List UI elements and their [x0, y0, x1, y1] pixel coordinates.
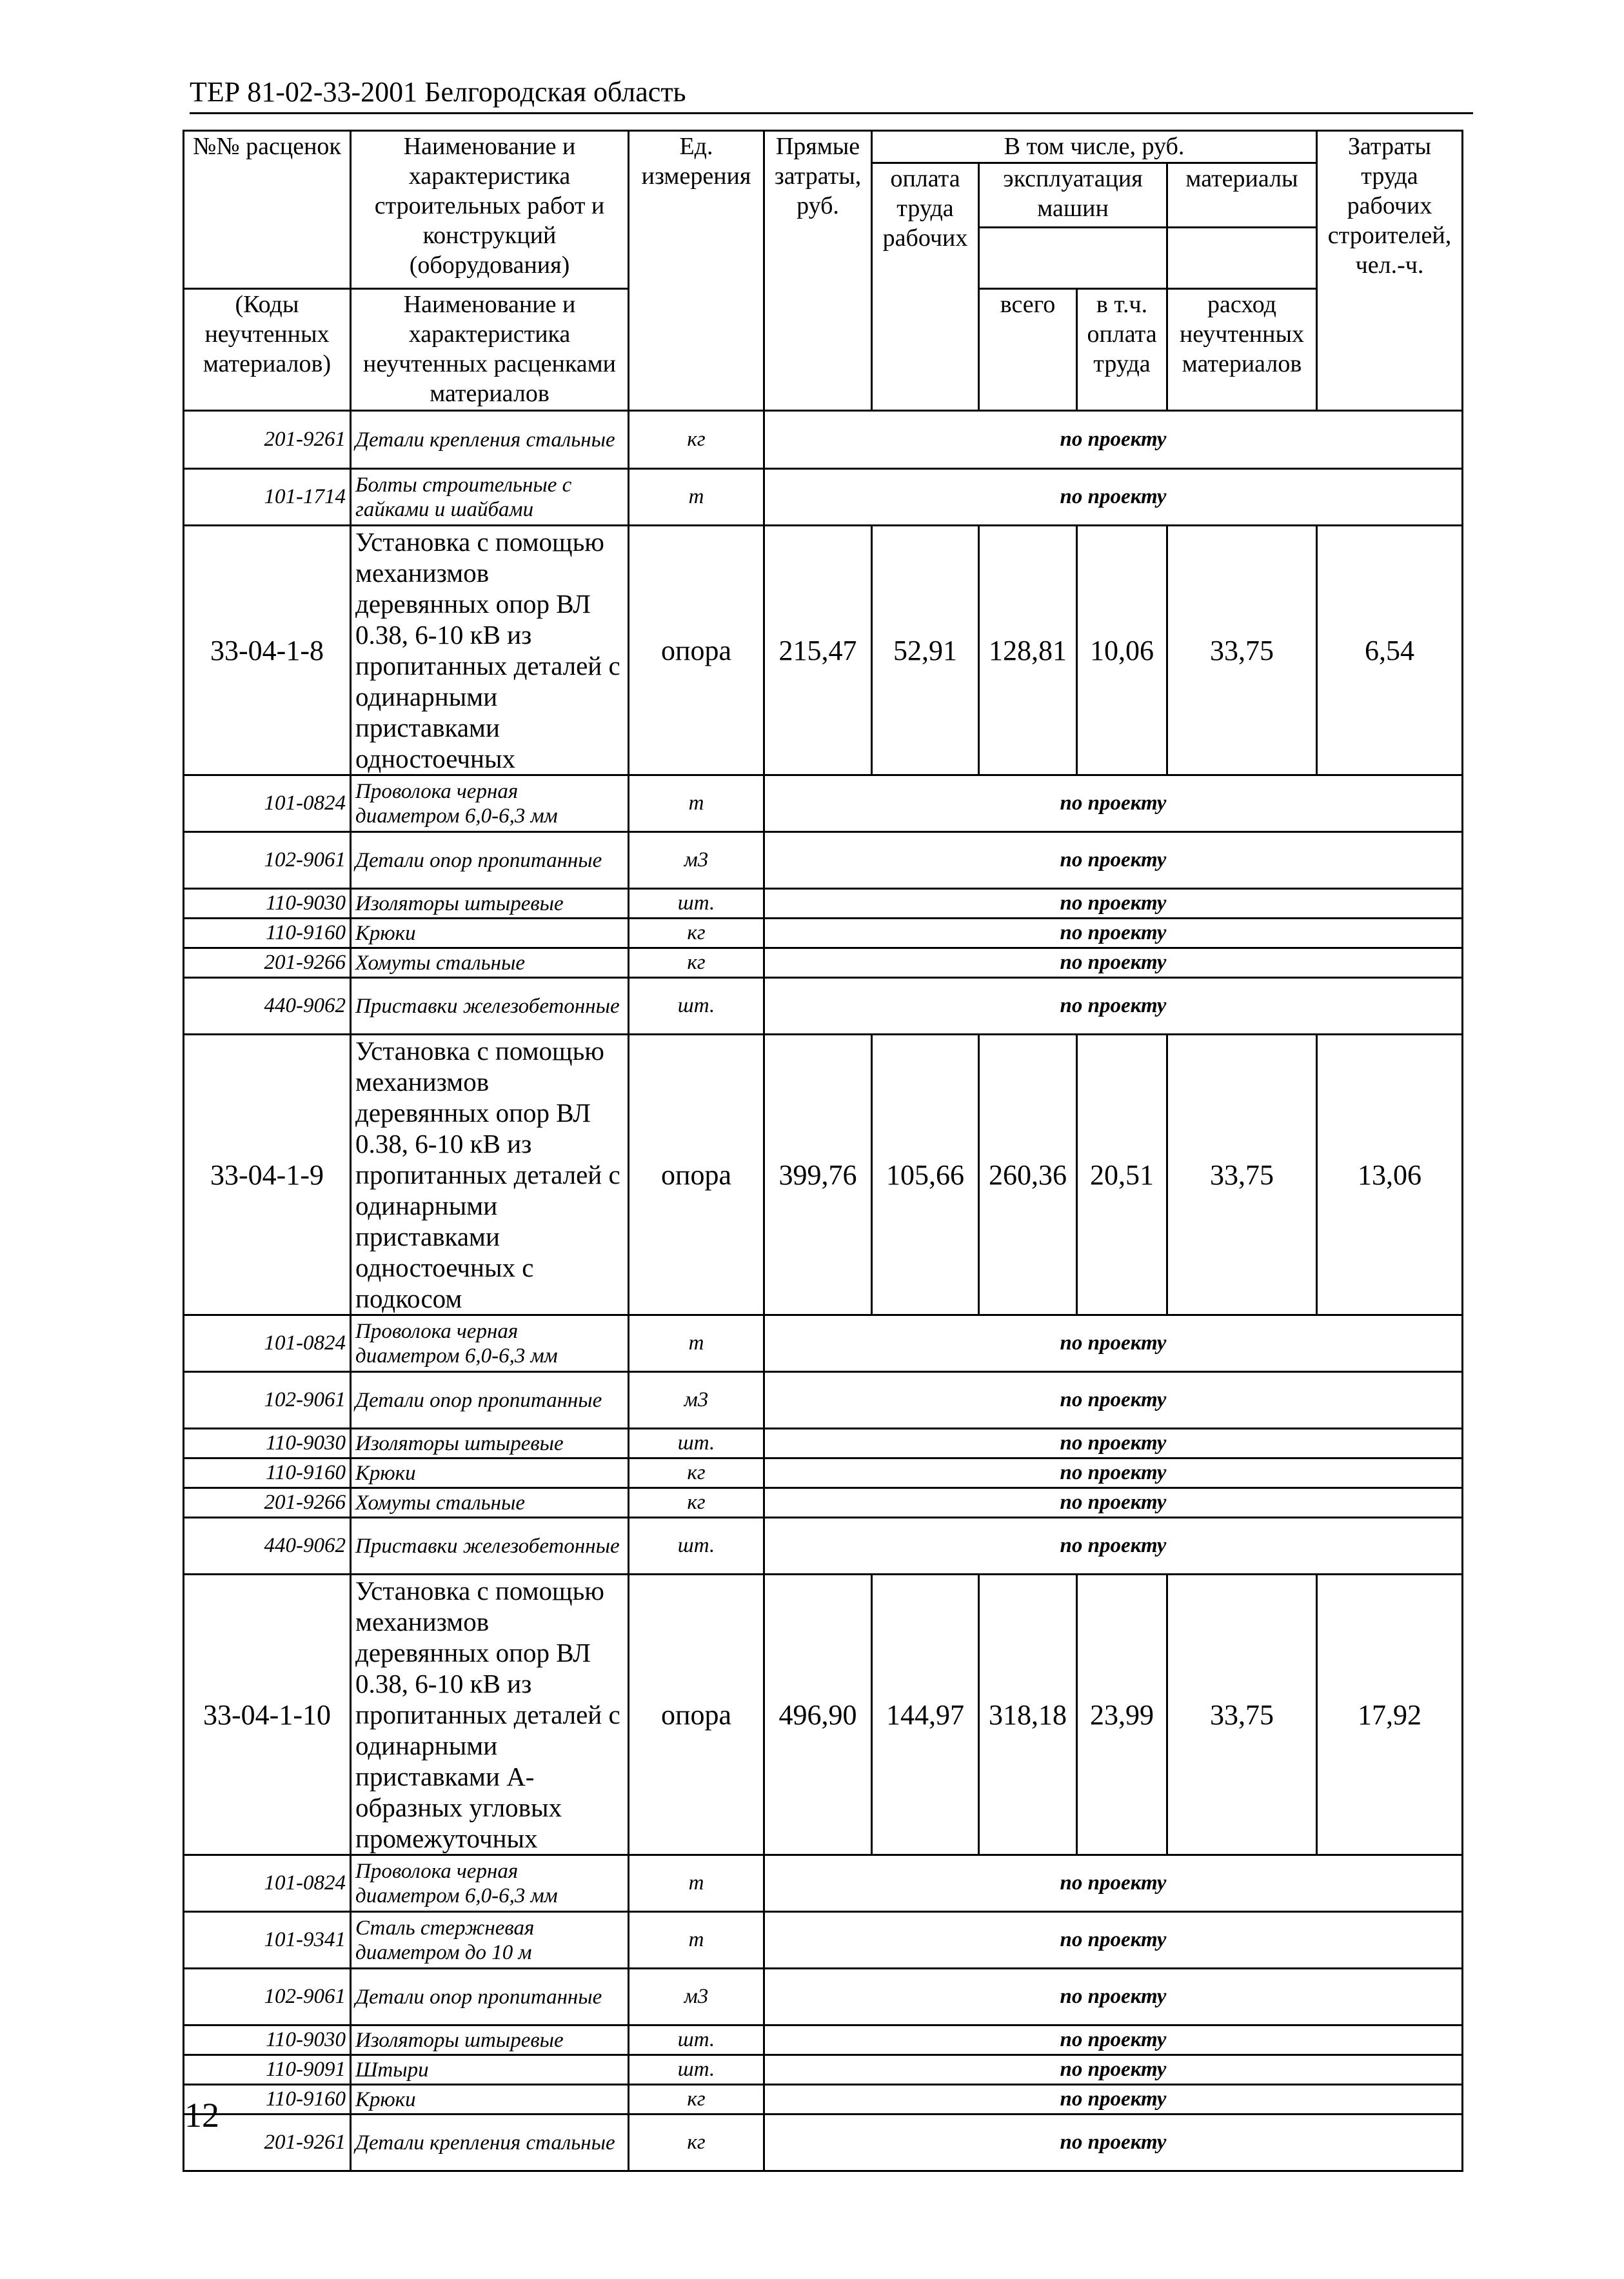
header-incl: В том числе, руб.	[872, 131, 1317, 163]
header-materials: материалы	[1167, 163, 1317, 228]
rate-row	[184, 526, 1463, 775]
material-unit: кг	[629, 2115, 764, 2171]
material-name: Хомуты стальные	[351, 1488, 629, 1518]
material-row	[184, 889, 1463, 919]
header-mat-code: (Коды неучтенных материалов)	[184, 289, 351, 411]
material-unit: кг	[629, 1458, 764, 1488]
rate-labor: 17,92	[1317, 1575, 1463, 1855]
material-unit: кг	[629, 411, 764, 469]
material-note: по проекту	[764, 1315, 1463, 1372]
material-unit: м3	[629, 1969, 764, 2025]
material-note: по проекту	[764, 2055, 1463, 2085]
material-code: 201-9261	[184, 2115, 351, 2171]
material-row	[184, 1969, 1463, 2025]
header-name: Наименование и характеристика строительных работ и конструкций (оборудования)	[351, 131, 629, 289]
material-code: 110-9030	[184, 2025, 351, 2055]
material-row	[184, 2115, 1463, 2171]
material-unit: т	[629, 1315, 764, 1372]
material-unit: т	[629, 1855, 764, 1912]
header-mat-name: Наименование и характеристика неучтенных расценками материалов	[351, 289, 629, 411]
material-unit: т	[629, 1912, 764, 1969]
rate-code: 33-04-1-9	[184, 1035, 351, 1315]
material-note: по проекту	[764, 411, 1463, 469]
material-note: по проекту	[764, 1429, 1463, 1458]
header-mach-total: всего	[979, 289, 1077, 411]
material-row	[184, 832, 1463, 889]
rate-unit: опора	[629, 1035, 764, 1315]
material-note: по проекту	[764, 1488, 1463, 1518]
material-name: Изоляторы штыревые	[351, 2025, 629, 2055]
material-name: Изоляторы штыревые	[351, 889, 629, 919]
rate-code: 33-04-1-8	[184, 526, 351, 775]
material-name: Хомуты стальные	[351, 948, 629, 978]
material-unit: т	[629, 775, 764, 832]
header-labor: Затраты труда рабочих строителей, чел.-ч.	[1317, 131, 1463, 411]
material-note: по проекту	[764, 978, 1463, 1035]
rate-wages: 105,66	[872, 1035, 979, 1315]
material-name: Сталь стержневая диаметром до 10 м	[351, 1912, 629, 1969]
rate-labor: 6,54	[1317, 526, 1463, 775]
material-name: Штыри	[351, 2055, 629, 2085]
material-row	[184, 1488, 1463, 1518]
material-row	[184, 948, 1463, 978]
rate-materials: 33,75	[1167, 526, 1317, 775]
material-note: по проекту	[764, 1855, 1463, 1912]
material-code: 110-9030	[184, 1429, 351, 1458]
material-note: по проекту	[764, 2115, 1463, 2171]
material-row	[184, 1518, 1463, 1575]
material-name: Детали крепления стальные	[351, 411, 629, 469]
rate-name: Установка с помощью механизмов деревянных опор ВЛ 0.38, 6-10 кВ из пропитанных деталей с одинарными приставками А- образных угловых промежуточных	[351, 1575, 629, 1855]
rate-materials: 33,75	[1167, 1575, 1317, 1855]
rate-direct-cost: 215,47	[764, 526, 872, 775]
material-unit: т	[629, 469, 764, 526]
header-machines: эксплуатация машин	[979, 163, 1167, 228]
material-name: Приставки железобетонные	[351, 1518, 629, 1575]
rate-materials: 33,75	[1167, 1035, 1317, 1315]
material-name: Проволока черная диаметром 6,0-6,3 мм	[351, 775, 629, 832]
material-name: Болты строительные с гайками и шайбами	[351, 469, 629, 526]
header-mach-wages: в т.ч. оплата труда	[1077, 289, 1167, 411]
material-unit: м3	[629, 1372, 764, 1429]
rate-direct-cost: 399,76	[764, 1035, 872, 1315]
rate-name: Установка с помощью механизмов деревянных опор ВЛ 0.38, 6-10 кВ из пропитанных деталей с одинарными приставками одностоечных	[351, 526, 629, 775]
material-unit: кг	[629, 948, 764, 978]
material-unit: шт.	[629, 2025, 764, 2055]
material-code: 102-9061	[184, 1969, 351, 2025]
material-note: по проекту	[764, 889, 1463, 919]
material-code: 101-1714	[184, 469, 351, 526]
rate-row	[184, 1575, 1463, 1855]
material-row	[184, 978, 1463, 1035]
material-row	[184, 411, 1463, 469]
material-code: 201-9266	[184, 948, 351, 978]
material-row	[184, 469, 1463, 526]
material-note: по проекту	[764, 1518, 1463, 1575]
header-code: №№ расценок	[184, 131, 351, 289]
rate-wages: 144,97	[872, 1575, 979, 1855]
material-code: 201-9266	[184, 1488, 351, 1518]
material-note: по проекту	[764, 775, 1463, 832]
material-code: 440-9062	[184, 978, 351, 1035]
material-row	[184, 1315, 1463, 1372]
rate-wages: 52,91	[872, 526, 979, 775]
material-row	[184, 2025, 1463, 2055]
material-note: по проекту	[764, 469, 1463, 526]
material-unit: шт.	[629, 889, 764, 919]
material-code: 201-9261	[184, 411, 351, 469]
material-code: 101-9341	[184, 1912, 351, 1969]
material-row	[184, 1912, 1463, 1969]
material-name: Изоляторы штыревые	[351, 1429, 629, 1458]
rate-labor: 13,06	[1317, 1035, 1463, 1315]
rate-machines-wages: 10,06	[1077, 526, 1167, 775]
material-unit: шт.	[629, 1429, 764, 1458]
material-row	[184, 775, 1463, 832]
page-header	[190, 72, 1473, 114]
material-name: Крюки	[351, 919, 629, 948]
material-name: Детали крепления стальные	[351, 2115, 629, 2171]
material-note: по проекту	[764, 832, 1463, 889]
rate-unit: опора	[629, 526, 764, 775]
material-unit: кг	[629, 1488, 764, 1518]
material-code: 101-0824	[184, 1855, 351, 1912]
material-note: по проекту	[764, 1969, 1463, 2025]
material-code: 102-9061	[184, 832, 351, 889]
material-note: по проекту	[764, 948, 1463, 978]
material-unit: м3	[629, 832, 764, 889]
material-row	[184, 1458, 1463, 1488]
material-unit: шт.	[629, 978, 764, 1035]
material-name: Крюки	[351, 2085, 629, 2115]
header-direct: Прямые затраты, руб.	[764, 131, 872, 411]
material-code: 440-9062	[184, 1518, 351, 1575]
material-name: Проволока черная диаметром 6,0-6,3 мм	[351, 1315, 629, 1372]
rate-machines-total: 128,81	[979, 526, 1077, 775]
material-unit: шт.	[629, 1518, 764, 1575]
material-code: 110-9160	[184, 1458, 351, 1488]
material-unit: кг	[629, 2085, 764, 2115]
material-note: по проекту	[764, 1912, 1463, 1969]
rate-name: Установка с помощью механизмов деревянных опор ВЛ 0.38, 6-10 кВ из пропитанных деталей с одинарными приставками одностоечных с подкосом	[351, 1035, 629, 1315]
header-machines-spacer	[979, 228, 1167, 289]
material-row	[184, 1372, 1463, 1429]
material-name: Проволока черная диаметром 6,0-6,3 мм	[351, 1855, 629, 1912]
rate-machines-wages: 23,99	[1077, 1575, 1167, 1855]
header-materials-spacer	[1167, 228, 1317, 289]
material-name: Детали опор пропитанные	[351, 1372, 629, 1429]
material-row	[184, 1855, 1463, 1912]
material-unit: шт.	[629, 2055, 764, 2085]
price-table	[183, 130, 1463, 2172]
material-note: по проекту	[764, 1458, 1463, 1488]
header-wages: оплата труда рабочих	[872, 163, 979, 411]
rate-machines-total: 318,18	[979, 1575, 1077, 1855]
header-unit: Ед. измерения	[629, 131, 764, 411]
page-number: 12	[184, 2096, 219, 2135]
rate-unit: опора	[629, 1575, 764, 1855]
header-row-1	[184, 131, 1463, 163]
material-code: 101-0824	[184, 1315, 351, 1372]
material-row	[184, 919, 1463, 948]
material-code: 110-9030	[184, 889, 351, 919]
material-name: Крюки	[351, 1458, 629, 1488]
material-name: Детали опор пропитанные	[351, 832, 629, 889]
material-code: 110-9091	[184, 2055, 351, 2085]
rate-machines-total: 260,36	[979, 1035, 1077, 1315]
material-note: по проекту	[764, 1372, 1463, 1429]
material-row	[184, 2085, 1463, 2115]
rate-direct-cost: 496,90	[764, 1575, 872, 1855]
material-name: Приставки железобетонные	[351, 978, 629, 1035]
material-note: по проекту	[764, 2085, 1463, 2115]
rate-code: 33-04-1-10	[184, 1575, 351, 1855]
material-name: Детали опор пропитанные	[351, 1969, 629, 2025]
material-unit: кг	[629, 919, 764, 948]
material-code: 110-9160	[184, 2085, 351, 2115]
material-code: 110-9160	[184, 919, 351, 948]
rate-row	[184, 1035, 1463, 1315]
material-row	[184, 1429, 1463, 1458]
material-code: 101-0824	[184, 775, 351, 832]
material-note: по проекту	[764, 919, 1463, 948]
material-note: по проекту	[764, 2025, 1463, 2055]
material-row	[184, 2055, 1463, 2085]
header-mat-usage: расход неучтенных материалов	[1167, 289, 1317, 411]
material-code: 102-9061	[184, 1372, 351, 1429]
rate-machines-wages: 20,51	[1077, 1035, 1167, 1315]
document-title: ТЕР 81-02-33-2001 Белгородская область	[190, 76, 686, 108]
